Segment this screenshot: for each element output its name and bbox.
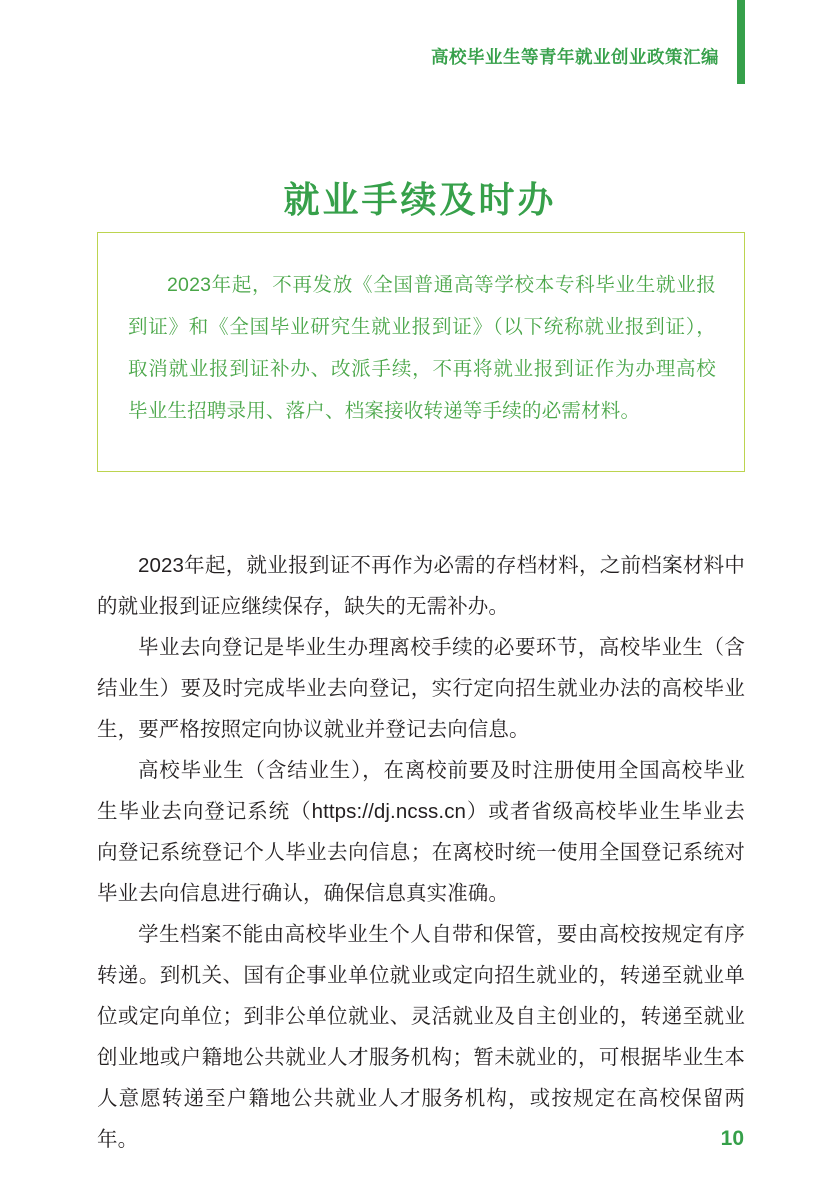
body-paragraph: 2023年起，就业报到证不再作为必需的存档材料，之前档案材料中的就业报到证应继续保存，缺失的无需补办。	[97, 554, 745, 618]
page-header	[0, 0, 840, 92]
highlight-callout-text: 2023年起，不再发放《全国普通高等学校本专科毕业生就业报到证》和《全国毕业研究生就业报到证》（以下统称就业报到证），取消就业报到证补办、改派手续，不再将就业报到证作为办理高校毕业生招聘录用、落户、档案接收转递等手续的必需材料。	[128, 274, 716, 422]
page-number: 10	[720, 1127, 744, 1150]
body-paragraph: 毕业去向登记是毕业生办理离校手续的必要环节，高校毕业生（含结业生）要及时完成毕业去向登记，实行定向招生就业办法的高校毕业生，要严格按照定向协议就业并登记去向信息。	[97, 636, 745, 741]
header-accent-bar	[737, 0, 745, 84]
running-header-title: 高校毕业生等青年就业创业政策汇编	[431, 47, 719, 67]
body-content	[97, 545, 745, 1160]
body-paragraph: 高校毕业生（含结业生），在离校前要及时注册使用全国高校毕业生毕业去向登记系统（https://dj.ncss.cn）或者省级高校毕业生毕业去向登记系统登记个人毕业去向信息；在离校时统一使用全国登记系统对毕业去向信息进行确认，确保信息真实准确。	[97, 759, 745, 905]
page-title: 就业手续及时办	[283, 179, 557, 221]
body-paragraph: 学生档案不能由高校毕业生个人自带和保管，要由高校按规定有序转递。到机关、国有企事业单位就业或定向招生就业的，转递至就业单位或定向单位；到非公单位就业、灵活就业及自主创业的，转递至就业创业地或户籍地公共就业人才服务机构；暂未就业的，可根据毕业生本人意愿转递至户籍地公共就业人才服务机构，或按规定在高校保留两年。	[97, 923, 745, 1151]
